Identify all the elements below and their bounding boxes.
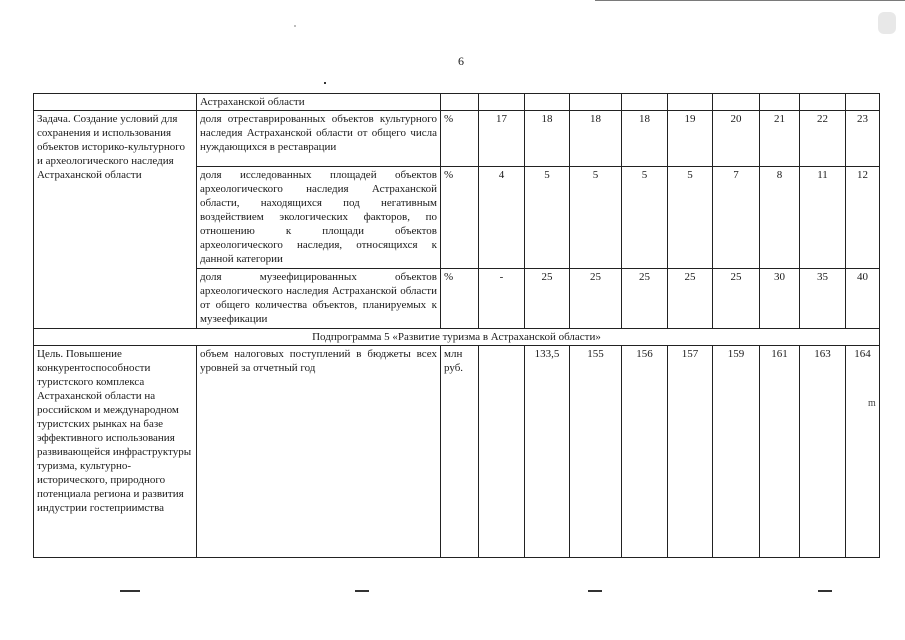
value-cell	[479, 346, 525, 558]
empty-cell	[479, 94, 525, 111]
value-cell: 4	[479, 167, 525, 269]
empty-cell	[525, 94, 570, 111]
value-cell: 25	[668, 269, 713, 329]
value-cell: 11	[800, 167, 846, 269]
value-cell: 157	[668, 346, 713, 558]
table-row	[34, 329, 880, 346]
indicator-text: доля отреставрированных объектов культурного наследия Астраханской области от общего числа нуждающихся в реставрации	[197, 111, 441, 167]
value-cell: 25	[622, 269, 668, 329]
value-cell: 5	[525, 167, 570, 269]
subprogram-title: Подпрограмма 5 «Развитие туризма в Астраханской области»	[34, 329, 880, 346]
table-row	[34, 111, 880, 167]
page-number: 6	[458, 54, 464, 68]
empty-cell	[570, 94, 622, 111]
value-cell: 23	[846, 111, 880, 167]
value-cell: 5	[622, 167, 668, 269]
value-cell: 133,5	[525, 346, 570, 558]
value-cell: 25	[525, 269, 570, 329]
value-cell: 25	[713, 269, 760, 329]
empty-cell	[846, 94, 880, 111]
indicator-continuation: Астраханской области	[197, 94, 441, 111]
value-cell: 155	[570, 346, 622, 558]
value-cell: 19	[668, 111, 713, 167]
indicator-text: доля музеефицированных объектов археологического наследия Астраханской области от общего количества объектов, планируемых к музеефикации	[197, 269, 441, 329]
value-cell: 25	[570, 269, 622, 329]
scan-smudge	[878, 12, 896, 34]
scan-dot	[294, 25, 296, 27]
task-label: Задача. Создание условий для сохранения и использования объектов историко-культурного и археологического наследия Астраханской области	[34, 111, 197, 329]
scan-edge-line	[595, 0, 905, 1]
empty-cell	[668, 94, 713, 111]
value-cell: 22	[800, 111, 846, 167]
value-cell: 21	[760, 111, 800, 167]
value-cell: 12	[846, 167, 880, 269]
indicator-text: доля исследованных площадей объектов археологического наследия Астраханской области, находящихся под негативным воздействием экологических факторов, по отношению к площади объектов археологического наследия, относящихся к данной категории	[197, 167, 441, 269]
indicator-text: объем налоговых поступлений в бюджеты всех уровней за отчетный год	[197, 346, 441, 558]
value-cell: 8	[760, 167, 800, 269]
margin-mark: m	[868, 398, 876, 409]
value-cell: 20	[713, 111, 760, 167]
scan-artifact-dash	[120, 590, 140, 592]
value-cell: 164	[846, 346, 880, 558]
scan-dot	[324, 82, 326, 84]
value-cell: 35	[800, 269, 846, 329]
scan-artifact-dash	[588, 590, 602, 592]
empty-cell	[622, 94, 668, 111]
value-cell: 163	[800, 346, 846, 558]
value-cell: 18	[622, 111, 668, 167]
empty-cell	[760, 94, 800, 111]
value-cell: 161	[760, 346, 800, 558]
empty-cell	[800, 94, 846, 111]
empty-cell	[713, 94, 760, 111]
value-cell: 18	[570, 111, 622, 167]
indicators-table	[33, 93, 880, 558]
empty-cell	[441, 94, 479, 111]
unit-cell: %	[441, 111, 479, 167]
unit-cell: %	[441, 167, 479, 269]
value-cell: 17	[479, 111, 525, 167]
unit-cell: %	[441, 269, 479, 329]
value-cell: 5	[668, 167, 713, 269]
value-cell: 5	[570, 167, 622, 269]
value-cell: 18	[525, 111, 570, 167]
value-cell: 7	[713, 167, 760, 269]
value-cell: 159	[713, 346, 760, 558]
scan-artifact-dash	[818, 590, 832, 592]
unit-cell: млн руб.	[441, 346, 479, 558]
value-cell: 30	[760, 269, 800, 329]
value-cell: 156	[622, 346, 668, 558]
value-cell: 40	[846, 269, 880, 329]
table-row	[34, 94, 880, 111]
value-cell: -	[479, 269, 525, 329]
table-row	[34, 346, 880, 558]
goal-label: Цель. Повышение конкурентоспособности туристского комплекса Астраханской области на российском и международном туристских рынках на базе эффективного использования развивающейся инфраструктуры туризма, культурно-исторического, природного потенциала региона и развития индустрии гостеприимства	[34, 346, 197, 558]
empty-cell	[34, 94, 197, 111]
scan-artifact-dash	[355, 590, 369, 592]
